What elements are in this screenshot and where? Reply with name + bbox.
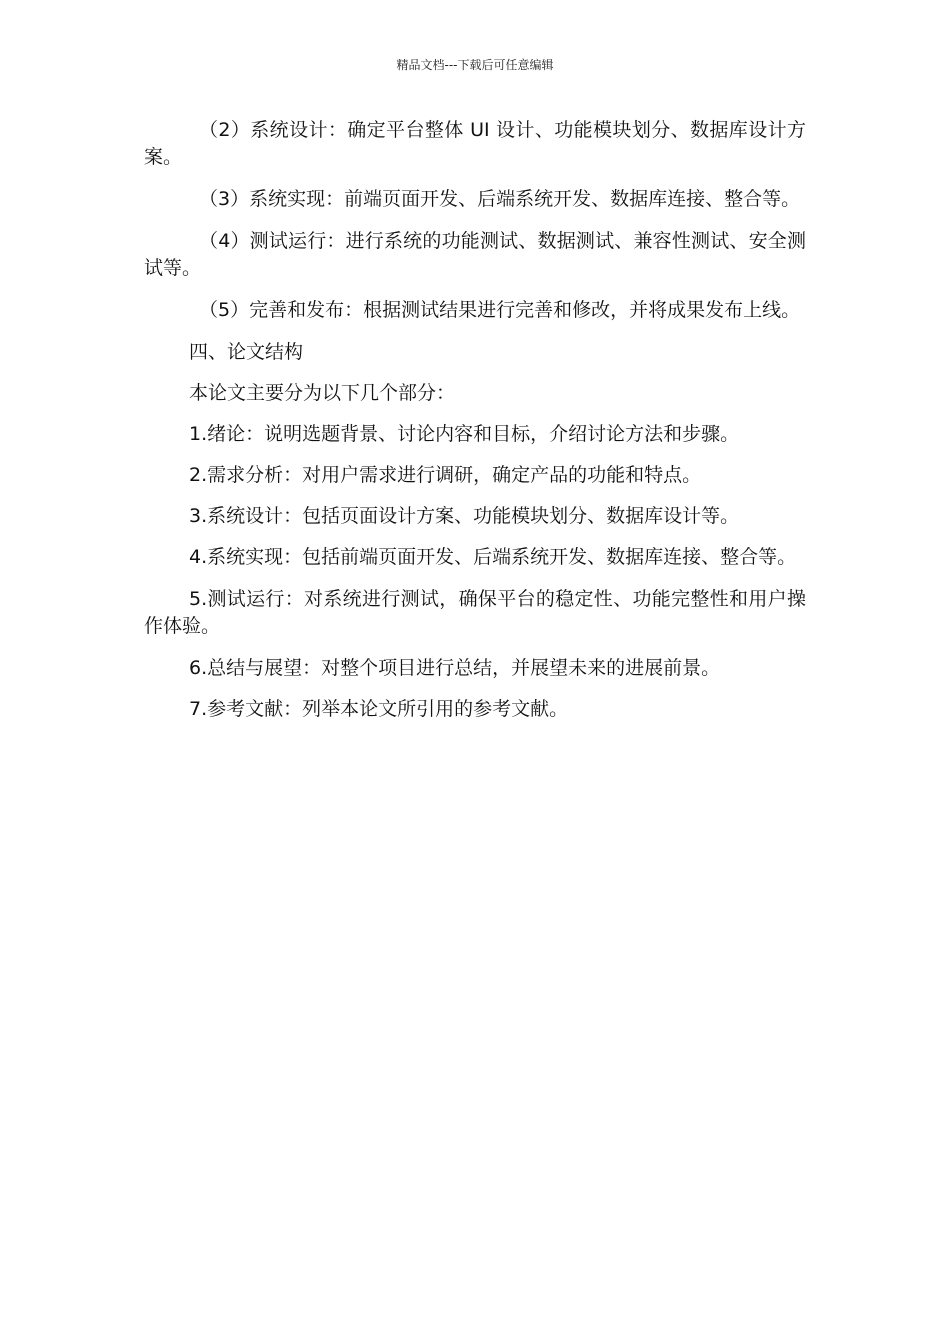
page-header: 精品文档---下载后可任意编辑 bbox=[396, 58, 554, 72]
list-item-references: 7.参考文献：列举本论文所引用的参考文献。 bbox=[189, 698, 569, 720]
list-item-design: 3.系统设计：包括页面设计方案、功能模块划分、数据库设计等。 bbox=[189, 505, 740, 527]
list-item-summary: 6.总结与展望：对整个项目进行总结，并展望未来的进展前景。 bbox=[189, 657, 721, 679]
paragraph-system-implementation: （3）系统实现：前端页面开发、后端系统开发、数据库连接、整合等。 bbox=[199, 188, 801, 210]
section-heading-thesis-structure: 四、论文结构 bbox=[189, 341, 304, 363]
paragraph-release: （5）完善和发布：根据测试结果进行完善和修改，并将成果发布上线。 bbox=[199, 299, 801, 321]
list-item-testing: 5.测试运行：对系统进行测试，确保平台的稳定性、功能完整性和用户操作体验。 bbox=[144, 588, 806, 637]
list-item-requirements: 2.需求分析：对用户需求进行调研，确定产品的功能和特点。 bbox=[189, 464, 702, 486]
document-body bbox=[144, 117, 806, 737]
paragraph-testing: （4）测试运行：进行系统的功能测试、数据测试、兼容性测试、安全测试等。 bbox=[144, 230, 806, 279]
list-item-introduction: 1.绪论：说明选题背景、讨论内容和目标，介绍讨论方法和步骤。 bbox=[189, 423, 740, 445]
list-item-implementation: 4.系统实现：包括前端页面开发、后端系统开发、数据库连接、整合等。 bbox=[189, 546, 797, 568]
paragraph-structure-intro: 本论文主要分为以下几个部分： bbox=[189, 382, 456, 404]
paragraph-system-design: （2）系统设计：确定平台整体 UI 设计、功能模块划分、数据库设计方案。 bbox=[144, 119, 806, 168]
